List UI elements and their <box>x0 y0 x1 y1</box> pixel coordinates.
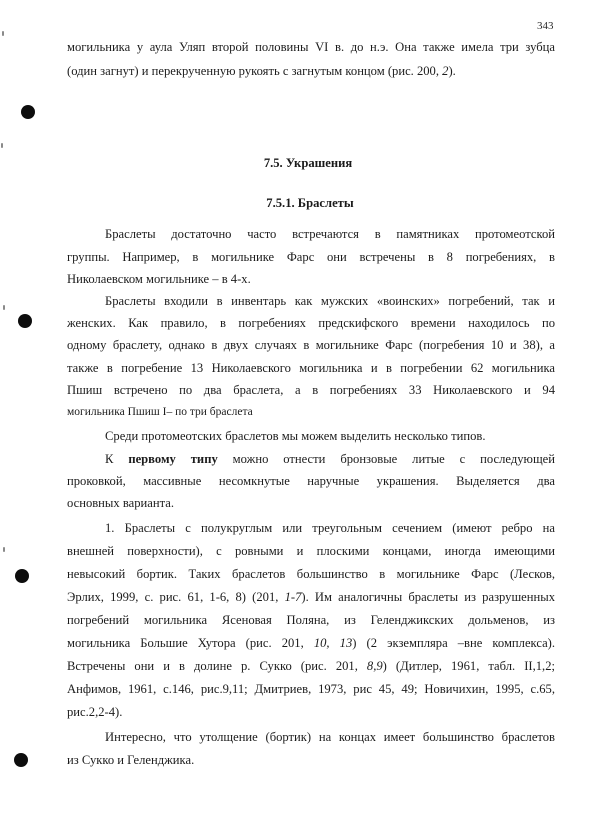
text-line: Браслеты входили в инвентарь как мужских «воинских» погребений, так и <box>105 294 555 308</box>
text-line: 1. Браслеты с полукруглым или треугольным сечением (имеют ребро на <box>105 521 555 535</box>
binder-hole-mark <box>21 105 35 119</box>
emphasis-first-type: первому типу <box>128 452 218 466</box>
text-line: Браслеты достаточно часто встречаются в памятниках протомеотской <box>105 227 555 241</box>
text-line: могильника Большие Хутора (рис. 201, 10, 13) (2 экземпляра –вне комплекса). <box>67 636 556 650</box>
scan-speck <box>3 547 5 552</box>
text-line: Пшиш встречено по два браслета, а в погребениях 33 Николаевского и 94 <box>67 383 555 397</box>
section-heading: 7.5. Украшения <box>263 156 353 170</box>
text-line: рис.2,2-4). <box>67 705 123 719</box>
scan-speck <box>1 143 3 148</box>
text-line: Среди протомеотских браслетов мы можем выделить несколько типов. <box>105 429 486 443</box>
text-line: одному браслету, однако в двух случаях в могильнике Фарс (погребения 10 и 38), а <box>67 338 555 352</box>
text-line: Анфимов, 1961, с.146, рис.9,11; Дмитриев, 1973, рис 45, 49; Новичихин, 1995, с.65, <box>67 682 555 696</box>
binder-hole-mark <box>18 314 32 328</box>
text-line: основных варианта. <box>67 496 174 510</box>
text-line: могильника Пшиш I– по три браслета <box>67 406 253 418</box>
text-line: Эрлих, 1999, с. рис. 61, 1-6, 8) (201, 1-7). Им аналогичны браслеты из разрушенных <box>67 590 555 604</box>
text-line: погребений могильника Ясеновая Поляна, из Геленджикских дольменов, из <box>67 613 555 627</box>
page-number: 343 <box>537 20 554 32</box>
text-line: также в погребение 13 Николаевского могильника и в погребении 62 могильника <box>67 361 555 375</box>
subsection-heading: 7.5.1. Браслеты <box>266 196 354 210</box>
scan-speck <box>2 31 4 36</box>
text-line: внешней поверхности), с ровными и плоскими концами, иногда имеющими <box>67 544 555 558</box>
text-line: К первому типу можно отнести бронзовые литые с последующей <box>105 452 555 466</box>
text-line: из Сукко и Геленджика. <box>67 753 195 767</box>
text-line: проковкой, массивные несомкнутые наручные украшения. Выделяется два <box>67 474 555 488</box>
binder-hole-mark <box>14 753 28 767</box>
text-line: Встречены они и в долине р. Сукко (рис. 201, 8,9) (Дитлер, 1961, табл. II,1,2; <box>67 659 556 673</box>
text-line: Николаевском могильнике – в 4-х. <box>67 272 251 286</box>
text-line: Интересно, что утолщение (бортик) на концах имеет большинство браслетов <box>105 730 555 744</box>
text-line: (один загнут) и перекрученную рукоять с загнутым концом (рис. 200, 2). <box>67 64 456 78</box>
binder-hole-mark <box>15 569 29 583</box>
text-line: могильника у аула Уляп второй половины VI в. до н.э. Она также имела три зубца <box>67 40 555 54</box>
text-line: невысокий бортик. Таких браслетов большинство в могильнике Фарс (Лесков, <box>67 567 555 581</box>
scan-speck <box>3 305 5 310</box>
text-line: группы. Например, в могильнике Фарс они встречены в 8 погребениях, в <box>67 250 555 264</box>
text-line: женских. Как правило, в погребениях предскифского времени находилось по <box>67 316 555 330</box>
